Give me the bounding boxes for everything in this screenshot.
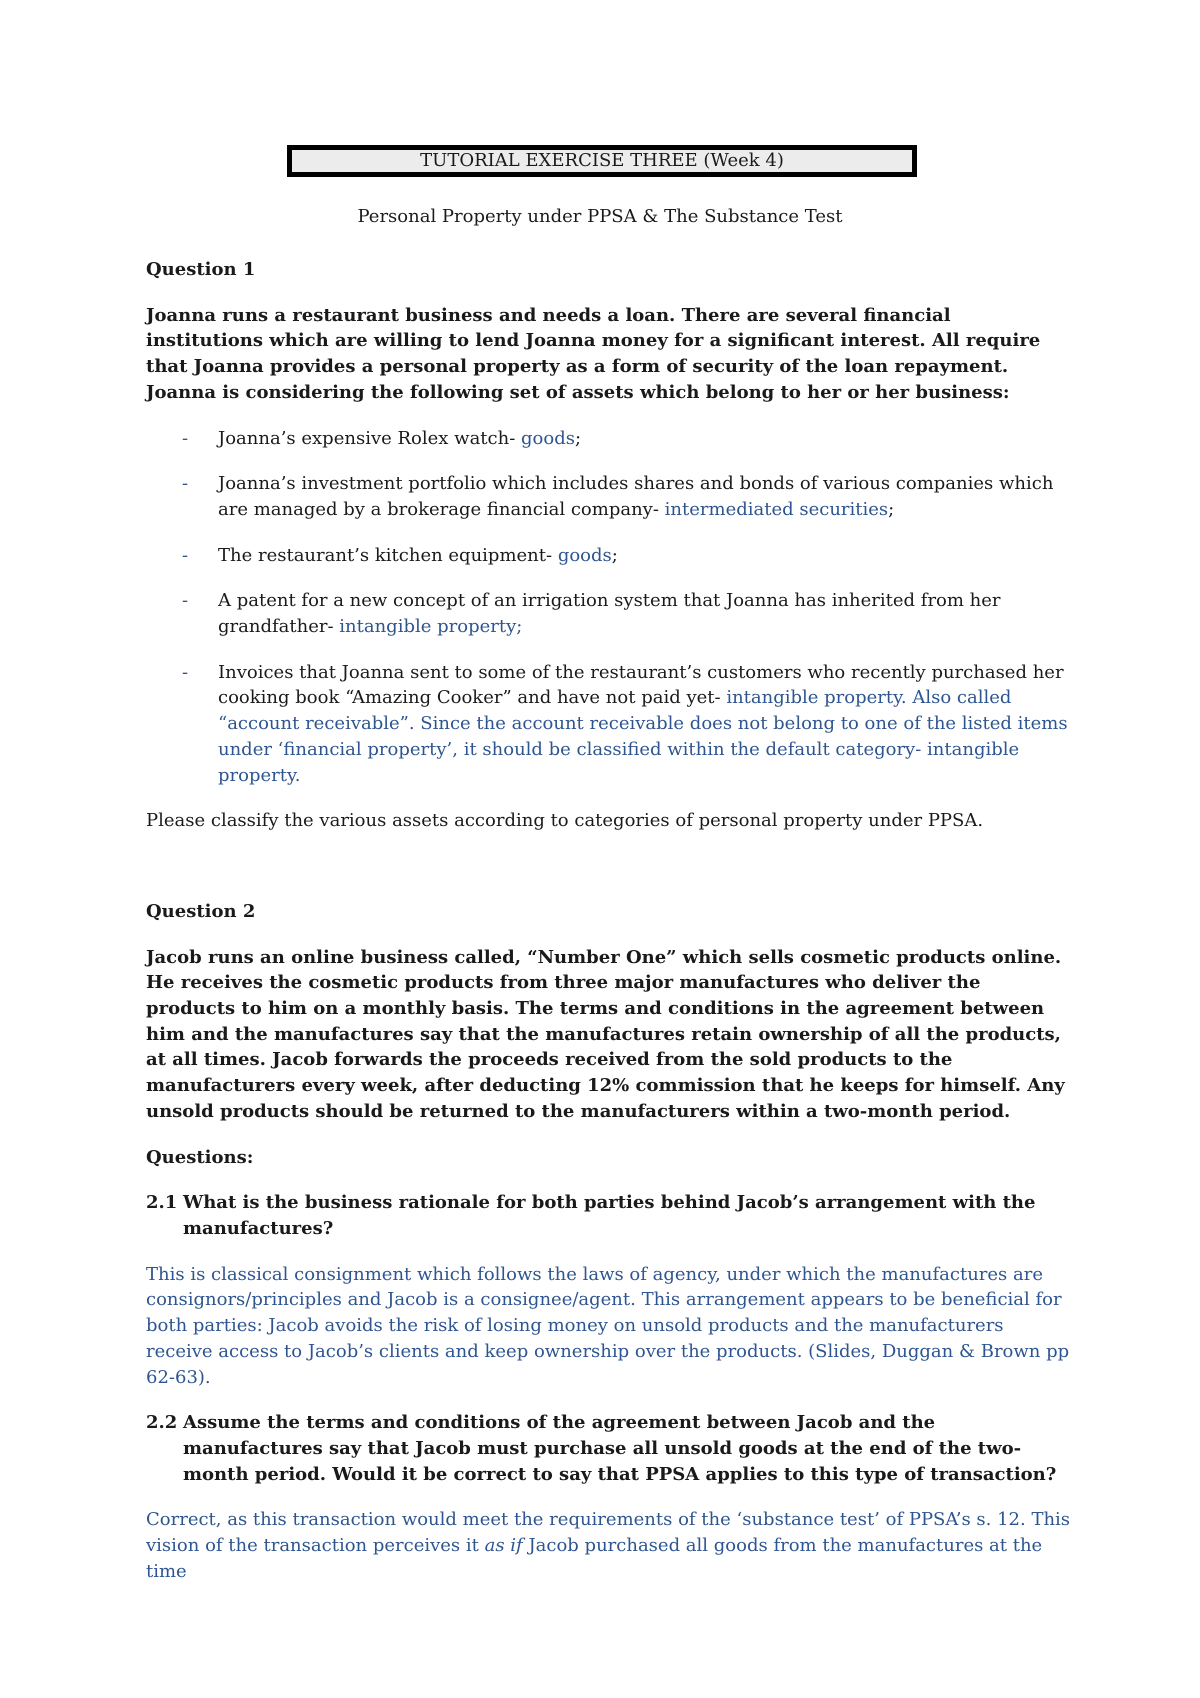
answer-italic: as if xyxy=(484,1535,523,1557)
question-1-scenario: Joanna runs a restaurant business and needs a loan. There are several financial institutions which are willing to lend Joanna money for a significant interest. All require that Joanna provides a personal property as a form of security of the loan repayment. Joanna is considering the following set of assets which belong to her or her business: xyxy=(146,304,1041,403)
asset-end: ; xyxy=(574,427,582,449)
bullet-dash: - xyxy=(182,427,189,449)
list-item xyxy=(146,543,1071,569)
questions-label: Questions: xyxy=(146,1146,254,1168)
subquestion-number: 2.2 xyxy=(146,1412,178,1434)
document-content xyxy=(146,257,1071,1584)
asset-text: A patent for a new concept of an irrigation system that Joanna has inherited from her grandfather- xyxy=(218,590,1001,638)
question-2-heading: Question 2 xyxy=(146,900,256,922)
asset-text: The restaurant’s kitchen equipment- xyxy=(218,544,558,566)
list-item xyxy=(146,426,1071,452)
question-1-heading: Question 1 xyxy=(146,259,256,280)
asset-answer: goods xyxy=(521,427,575,449)
exercise-subtitle: Personal Property under PPSA & The Substance Test xyxy=(357,206,843,227)
subquestion-2-1 xyxy=(146,1190,1071,1241)
asset-text: Joanna’s expensive Rolex watch- xyxy=(218,427,522,449)
asset-text: Invoices that Joanna sent to some of the restaurant’s customers who recently purchased her cooking book “Amazing Cooker” and have not paid yet- xyxy=(218,661,1064,709)
asset-answer: intermediated securities xyxy=(664,498,889,520)
question-1-instruction: Please classify the various assets according to categories of personal property under PPSA. xyxy=(146,810,984,832)
answer-2-2 xyxy=(146,1507,1071,1584)
subquestion-number: 2.1 xyxy=(146,1192,178,1214)
subquestion-text: Assume the terms and conditions of the agreement between Jacob and the manufactures say that Jacob must purchase all unsold goods at the end of the two-month period. Would it be correct to say that PPSA applies to this type of transaction? xyxy=(183,1412,1057,1485)
subquestion-2-2 xyxy=(146,1410,1071,1487)
list-item xyxy=(146,471,1071,522)
asset-answer: goods xyxy=(557,544,612,566)
asset-answer: intangible property. Also called “account receivable”. Since the account receivable does not belong to one of the listed items under ‘financial property’, it should be classified within the default category- intangible property. xyxy=(218,687,1068,786)
bullet-dash: - xyxy=(182,544,189,566)
bullet-dash: - xyxy=(182,473,189,495)
answer-2-1: This is classical consignment which follows the laws of agency, under which the manufactures are consignors/principles and Jacob is a consignee/agent. This arrangement appears to be beneficial for both parties: Jacob avoids the risk of losing money on unsold products and the manufacturers receive access to Jacob’s clients and keep ownership over the products. (Slides, Duggan & Brown pp 62-63). xyxy=(146,1263,1070,1388)
bullet-dash: - xyxy=(182,661,189,683)
bullet-dash: - xyxy=(182,590,189,612)
asset-text: Joanna’s investment portfolio which includes shares and bonds of various companies which are managed by a brokerage financial company- xyxy=(218,473,1054,520)
asset-end: ; xyxy=(611,544,618,566)
list-item xyxy=(146,660,1071,789)
asset-end: ; xyxy=(888,498,895,520)
exercise-title: TUTORIAL EXERCISE THREE (Week 4) xyxy=(287,145,917,177)
question-2-scenario: Jacob runs an online business called, “Number One” which sells cosmetic products online. He receives the cosmetic products from three major manufactures who deliver the products to him on a monthly basis. The terms and conditions in the agreement between him and the manufactures say that the manufactures retain ownership of all the products, at all times. Jacob forwards the proceeds received from the sold products to the manufacturers every week, after deducting 12% commission that he keeps for himself. Any unsold products should be returned to the manufacturers within a two-month period. xyxy=(146,946,1065,1122)
answer-text: Correct, as this transaction would meet the requirements of the ‘substance test’ of PPSA’s s. 12. This vision of the transaction perceives it xyxy=(146,1509,1071,1557)
asset-list xyxy=(146,426,1071,789)
subquestion-text: What is the business rationale for both parties behind Jacob’s arrangement with the manufactures? xyxy=(183,1192,1036,1239)
asset-answer: intangible property; xyxy=(339,616,523,638)
list-item xyxy=(146,588,1071,639)
answer-text: Jacob purchased all goods from the manufactures at the time xyxy=(146,1535,1043,1582)
